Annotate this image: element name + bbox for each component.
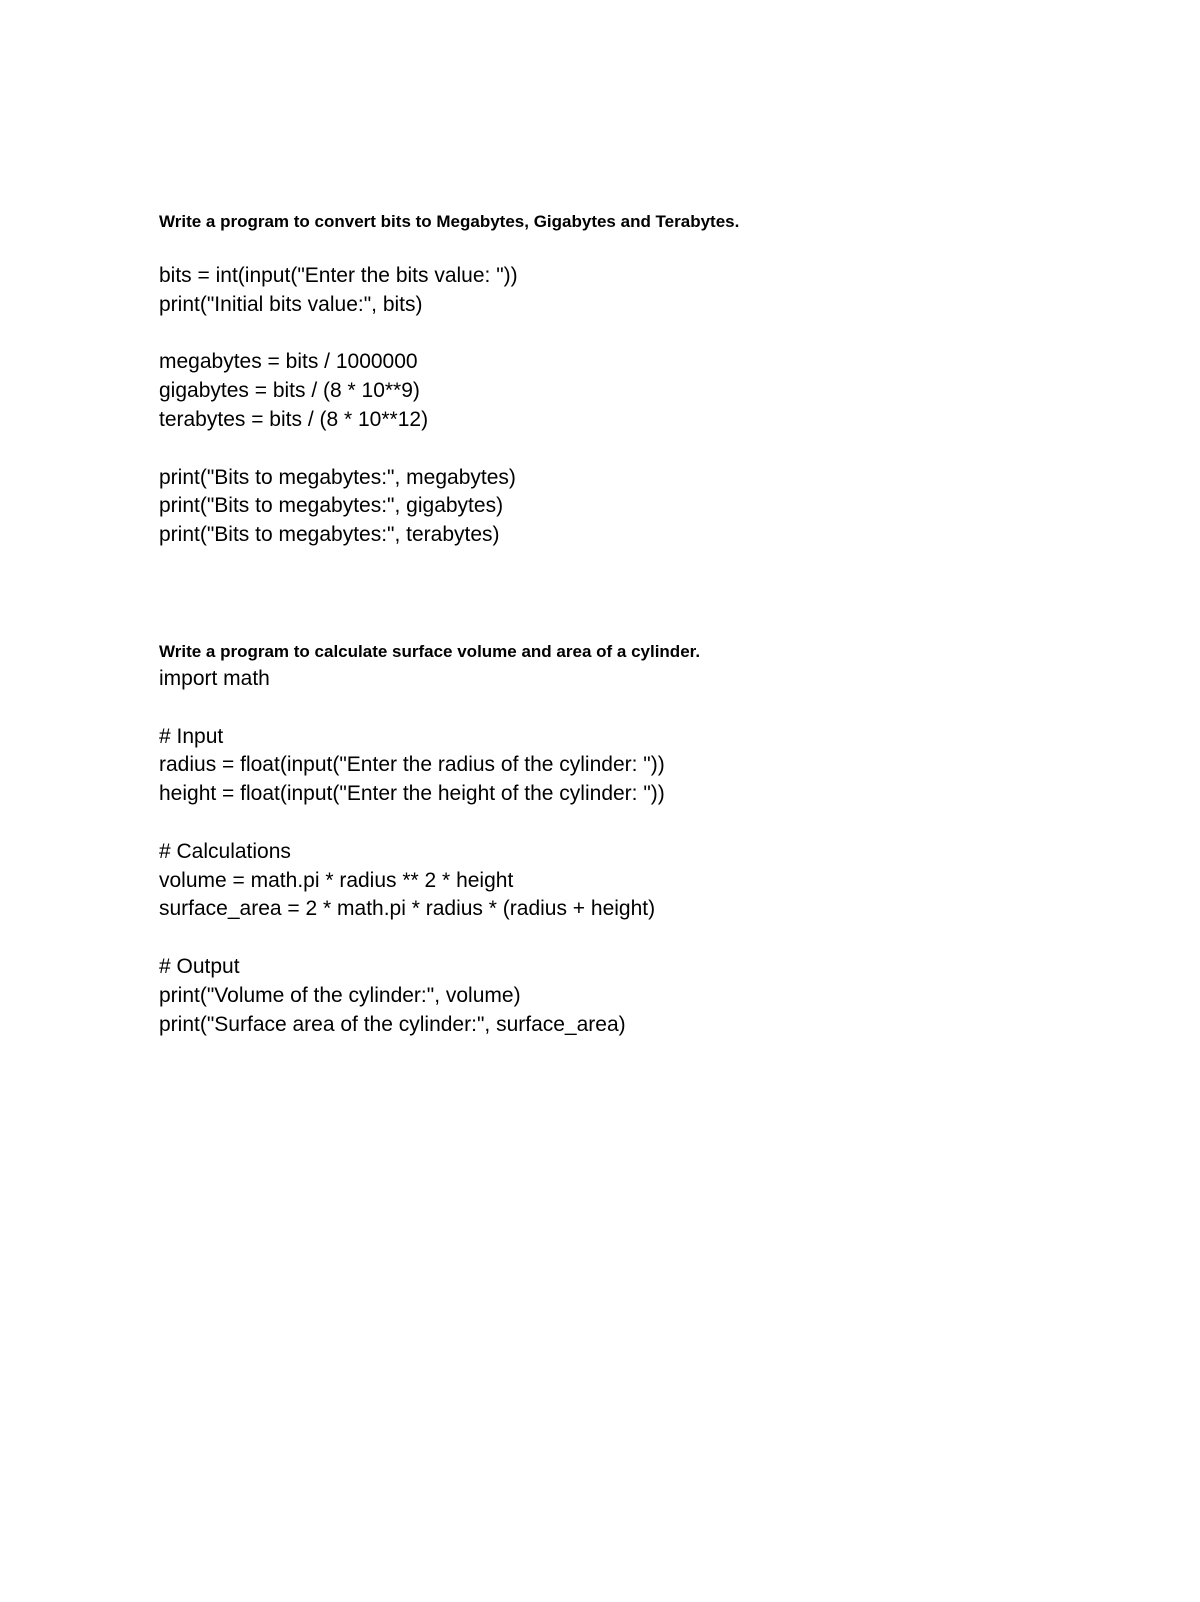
code-line: height = float(input("Enter the height of the cylinder: ")) [159,782,665,806]
code-line: volume = math.pi * radius ** 2 * height [159,868,514,892]
code-line: print("Bits to megabytes:", terabytes) [159,523,500,547]
code-line: print("Bits to megabytes:", gigabytes) [159,494,504,518]
code-line: bits = int(input("Enter the bits value: ")) [159,264,518,287]
code-line [159,809,1139,838]
code-line: megabytes = bits / 1000000 [159,350,418,374]
code-line: surface_area = 2 * math.pi * radius * (radius + height) [159,897,656,921]
code-line: # Input [159,724,224,748]
code-line: terabytes = bits / (8 * 10**12) [159,407,429,431]
section-heading: Write a program to calculate surface volume and area of a cylinder. [159,642,701,661]
code-line: radius = float(input("Enter the radius of the cylinder: ")) [159,753,665,777]
code-line [159,320,1139,349]
cylinder-section [159,640,1139,1039]
code-line: print("Initial bits value:", bits) [159,292,423,316]
bits-conversion-section [159,210,1139,550]
code-line: print("Volume of the cylinder:", volume) [159,983,521,1007]
code-block [159,262,1139,550]
code-line: print("Bits to megabytes:", megabytes) [159,465,516,489]
code-line [159,924,1139,953]
code-line [159,435,1139,464]
code-line: import math [159,667,270,690]
code-block [159,665,1139,1039]
code-line: print("Surface area of the cylinder:", surface_area) [159,1012,626,1036]
code-line: # Calculations [159,839,291,863]
section-heading: Write a program to convert bits to Megabytes, Gigabytes and Terabytes. [159,212,740,231]
code-line: # Output [159,954,240,978]
code-line: gigabytes = bits / (8 * 10**9) [159,379,420,403]
code-line [159,694,1139,723]
